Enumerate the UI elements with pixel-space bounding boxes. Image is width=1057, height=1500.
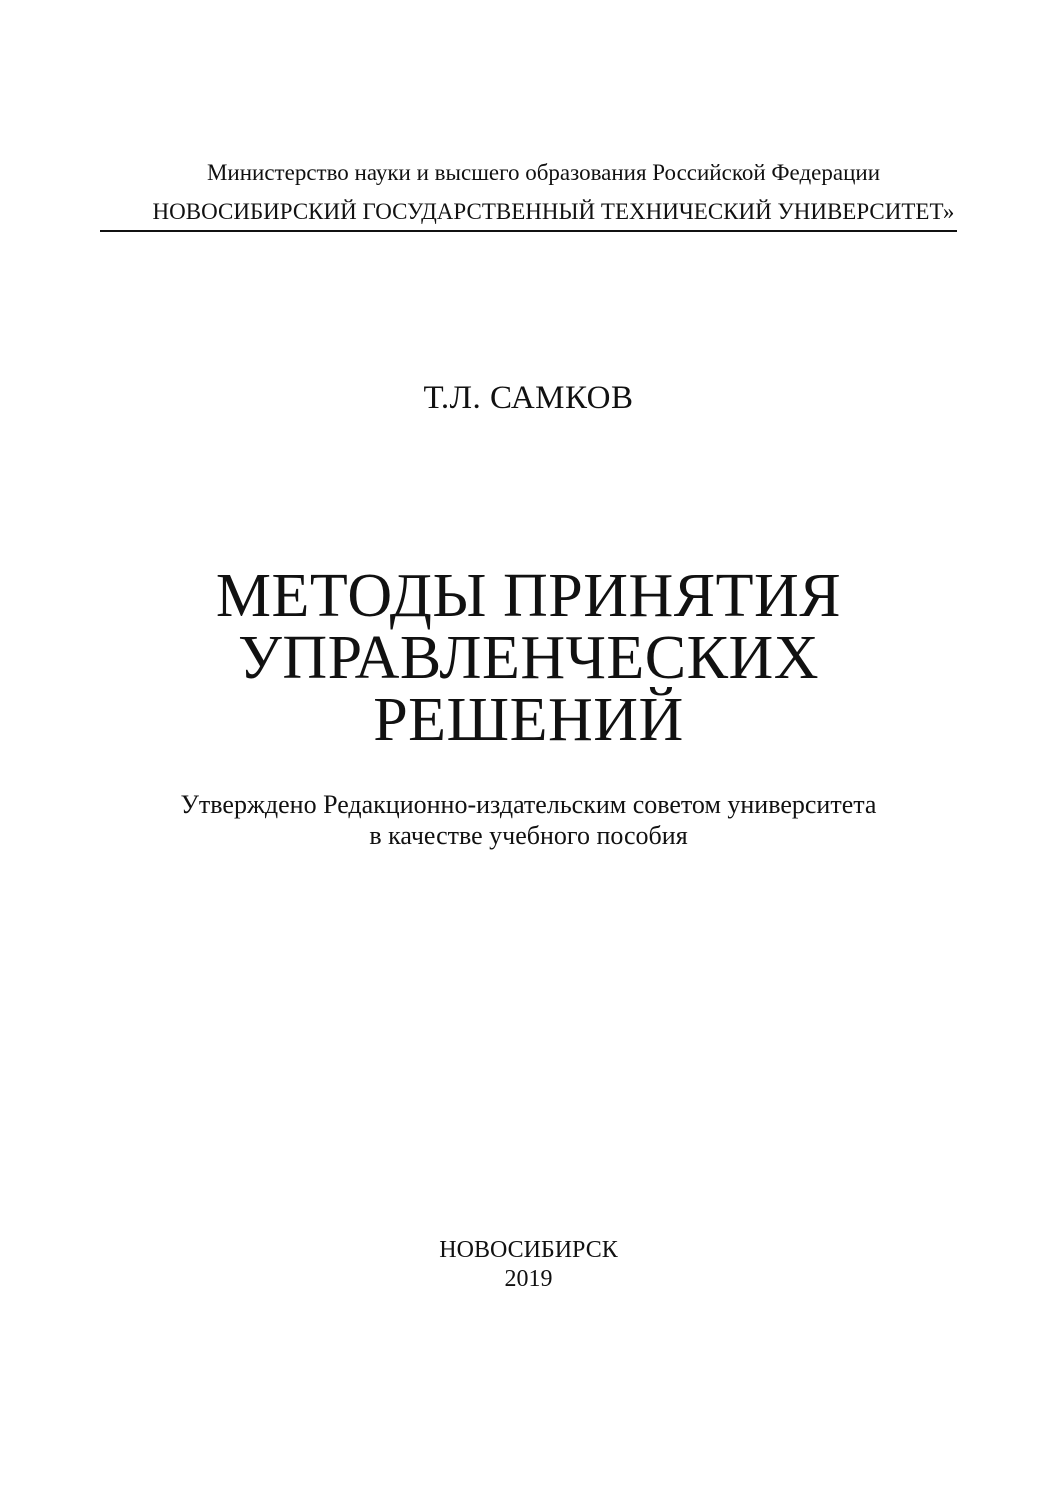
publication-year: 2019 <box>504 1266 553 1292</box>
university-name: НОВОСИБИРСКИЙ ГОСУДАРСТВЕННЫЙ ТЕХНИЧЕСКИЙ УНИВЕРСИТЕТ» <box>152 199 955 224</box>
ministry-line: Министерство науки и высшего образования Российской Федерации <box>206 160 881 185</box>
book-title-line-1: МЕТОДЫ ПРИНЯТИЯ <box>215 562 842 630</box>
approval-line-2: в качестве учебного пособия <box>369 821 688 850</box>
book-title-line-3: РЕШЕНИЙ <box>373 686 684 754</box>
approval-line-1: Утверждено Редакционно-издательским советом университета <box>180 790 877 819</box>
book-title <box>0 562 1057 754</box>
publication-city: НОВОСИБИРСК <box>439 1237 618 1263</box>
author-name: Т.Л. САМКОВ <box>423 380 634 416</box>
approval-note <box>0 789 1057 851</box>
header-divider <box>100 230 957 232</box>
book-title-line-2: УПРАВЛЕНЧЕСКИХ <box>237 624 820 692</box>
